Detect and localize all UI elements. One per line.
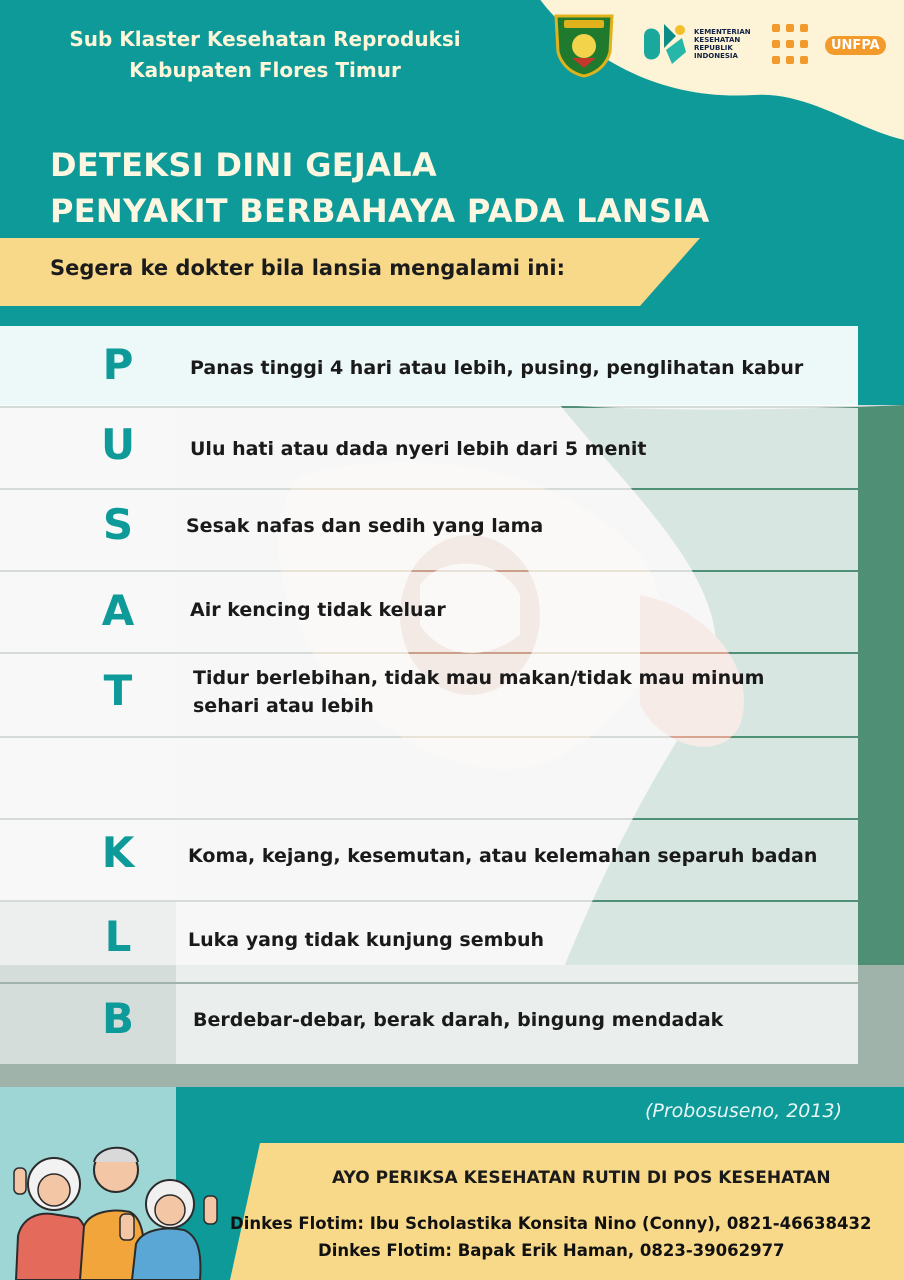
item-letter: K bbox=[101, 828, 135, 877]
org-line-2: Kabupaten Flores Timur bbox=[129, 58, 401, 82]
item-description: Panas tinggi 4 hari atau lebih, pusing, penglihatan kabur bbox=[190, 357, 804, 379]
list-item bbox=[0, 572, 858, 652]
list-item bbox=[0, 654, 858, 736]
title-line-2: PENYAKIT BERBAHAYA PADA LANSIA bbox=[50, 192, 710, 230]
unfpa-logo-text: UNFPA bbox=[825, 36, 886, 55]
unfpa-dots-icon bbox=[770, 22, 820, 68]
citation: (Probosuseno, 2013) bbox=[644, 1100, 842, 1122]
elderly-thumbs-up-illustration bbox=[8, 1126, 233, 1280]
list-item bbox=[0, 820, 858, 900]
item-description: Tidur berlebihan, tidak mau makan/tidak mau minum sehari atau lebih bbox=[193, 667, 765, 717]
footer-contact-1: Dinkes Flotim: Ibu Scholastika Konsita Nino (Conny), 0821-46638432 bbox=[230, 1214, 872, 1233]
list-item bbox=[0, 326, 858, 406]
title-line-1: DETEKSI DINI GEJALA bbox=[50, 146, 437, 184]
item-letter: P bbox=[102, 340, 134, 389]
item-letter: B bbox=[101, 994, 134, 1043]
item-letter: S bbox=[102, 500, 134, 549]
list-item bbox=[0, 902, 858, 982]
list-item bbox=[0, 408, 858, 488]
item-description: Sesak nafas dan sedih yang lama bbox=[186, 515, 544, 537]
regency-emblem-icon bbox=[550, 12, 618, 78]
footer-slogan: AYO PERIKSA KESEHATAN RUTIN DI POS KESEHATAN bbox=[332, 1168, 831, 1188]
item-letter: U bbox=[100, 420, 136, 469]
item-letter: L bbox=[104, 912, 132, 961]
org-line-1: Sub Klaster Kesehatan Reproduksi bbox=[69, 27, 461, 51]
item-letter: T bbox=[103, 666, 133, 715]
item-description: Ulu hati atau dada nyeri lebih dari 5 menit bbox=[190, 438, 647, 460]
page-title bbox=[50, 142, 710, 234]
kemenkes-logo-text: KEMENTERIAN KESEHATAN REPUBLIK INDONESIA bbox=[694, 28, 751, 60]
item-letter: A bbox=[101, 586, 135, 635]
list-item bbox=[0, 490, 858, 570]
item-description: Luka yang tidak kunjung sembuh bbox=[188, 929, 545, 951]
empty-row bbox=[0, 738, 858, 818]
header-blob-shape bbox=[484, 0, 904, 160]
item-description: Koma, kejang, kesemutan, atau kelemahan separuh badan bbox=[188, 845, 818, 867]
list-item bbox=[0, 984, 858, 1064]
kemenkes-logo-icon bbox=[636, 16, 692, 72]
footer-contact-2: Dinkes Flotim: Bapak Erik Haman, 0823-39062977 bbox=[318, 1241, 785, 1260]
item-description: Air kencing tidak keluar bbox=[190, 599, 446, 621]
subtitle-banner-text: Segera ke dokter bila lansia mengalami ini: bbox=[50, 256, 566, 280]
organization-name bbox=[30, 24, 500, 86]
item-description: Berdebar-debar, berak darah, bingung mendadak bbox=[193, 1009, 724, 1031]
